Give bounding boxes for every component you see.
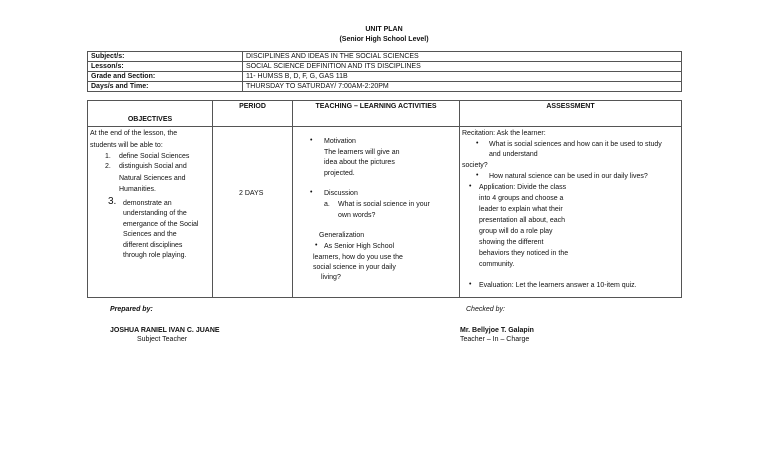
objective-item: demonstrate an bbox=[123, 200, 172, 207]
objective-item: Natural Sciences and bbox=[119, 175, 186, 182]
activity-text: The learners will give an bbox=[324, 149, 400, 156]
checked-by-label: Checked by: bbox=[466, 306, 505, 313]
assessment-text: group will do a role play bbox=[479, 228, 553, 235]
assessment-text: society? bbox=[462, 162, 488, 169]
bullet-icon: • bbox=[310, 137, 313, 144]
objective-item: understanding of the bbox=[123, 210, 187, 217]
header-activities: TEACHING – LEARNING ACTIVITIES bbox=[293, 101, 460, 127]
document-title: UNIT PLAN bbox=[365, 26, 403, 33]
activity-heading: Motivation bbox=[324, 138, 356, 145]
objective-item: define Social Sciences bbox=[119, 153, 190, 160]
checked-by-role: Teacher – In – Charge bbox=[460, 336, 530, 343]
activity-heading: Generalization bbox=[319, 232, 365, 239]
activity-text: idea about the pictures bbox=[324, 159, 395, 166]
info-label: Grade and Section: bbox=[88, 72, 243, 82]
assessment-text: How natural science can be used in our daily lives? bbox=[489, 173, 648, 180]
info-value: THURSDAY TO SATURDAY/ 7:00AM-2:20PM bbox=[243, 82, 682, 92]
bullet-icon: • bbox=[476, 140, 479, 147]
activity-text: social science in your daily bbox=[313, 264, 396, 271]
objective-item: through role playing. bbox=[123, 252, 187, 259]
activity-text: learners, how do you use the bbox=[313, 254, 403, 261]
objective-number: 3. bbox=[108, 196, 117, 207]
bullet-icon: • bbox=[310, 189, 313, 196]
assessment-text: into 4 groups and choose a bbox=[479, 195, 564, 202]
info-row-subject bbox=[88, 52, 682, 62]
lesson-table bbox=[87, 100, 682, 298]
header-assessment: ASSESSMENT bbox=[460, 101, 682, 127]
assessment-text: leader to explain what their bbox=[479, 206, 563, 213]
bullet-icon: • bbox=[469, 183, 472, 190]
activity-text: living? bbox=[321, 274, 341, 281]
assessment-text: community. bbox=[479, 261, 515, 268]
objective-item: distinguish Social and bbox=[119, 163, 187, 170]
prepared-by-name: JOSHUA RANIEL IVAN C. JUANE bbox=[110, 327, 220, 334]
objective-item: different disciplines bbox=[123, 242, 183, 249]
assessment-text: Evaluation: Let the learners answer a 10-item quiz. bbox=[479, 282, 637, 289]
activity-text: projected. bbox=[324, 170, 355, 177]
assessment-text: Application: Divide the class bbox=[479, 184, 567, 191]
prepared-by-label: Prepared by: bbox=[110, 306, 153, 313]
header-period: PERIOD bbox=[213, 101, 293, 127]
objectives-intro: students will be able to: bbox=[90, 142, 163, 149]
prepared-by-role: Subject Teacher bbox=[137, 336, 188, 343]
activity-text: What is social science in your bbox=[338, 201, 430, 208]
bullet-icon: • bbox=[315, 242, 318, 249]
activity-text: As Senior High School bbox=[324, 243, 395, 250]
assessment-heading: Recitation: Ask the learner: bbox=[462, 130, 546, 137]
assessment-cell bbox=[460, 127, 682, 298]
bullet-icon: • bbox=[476, 172, 479, 179]
objective-item: Sciences and the bbox=[123, 231, 177, 238]
info-value: 11- HUMSS B, D, F, G, GAS 11B bbox=[243, 72, 682, 82]
lesson-table-row bbox=[88, 127, 682, 298]
assessment-text: behaviors they noticed in the bbox=[479, 250, 569, 257]
info-label: Lesson/s: bbox=[88, 62, 243, 72]
activity-heading: Discussion bbox=[324, 190, 358, 197]
assessment-text: What is social sciences and how can it be used to study bbox=[489, 141, 662, 148]
objectives-intro: At the end of the lesson, the bbox=[90, 130, 178, 137]
lesson-table-header bbox=[88, 101, 682, 127]
info-table bbox=[87, 51, 682, 92]
period-value: 2 DAYS bbox=[239, 190, 264, 197]
activities-cell bbox=[293, 127, 460, 298]
info-row-grade bbox=[88, 72, 682, 82]
info-label: Subject/s: bbox=[88, 52, 243, 62]
objective-item: emergance of the Social bbox=[123, 221, 199, 228]
objective-number: 1. bbox=[105, 153, 111, 160]
assessment-text: presentation all about, each bbox=[479, 217, 566, 224]
bullet-icon: • bbox=[469, 281, 472, 288]
header-objectives: OBJECTIVES bbox=[88, 101, 213, 127]
activity-letter: a. bbox=[324, 201, 330, 208]
assessment-text: and understand bbox=[489, 151, 538, 158]
activity-text: own words? bbox=[338, 212, 376, 219]
info-row-days bbox=[88, 82, 682, 92]
period-cell bbox=[213, 127, 293, 298]
document-subtitle: (Senior High School Level) bbox=[339, 36, 429, 43]
info-value: SOCIAL SCIENCE DEFINITION AND ITS DISCIPLINES bbox=[243, 62, 682, 72]
objective-item: Humanities. bbox=[119, 186, 156, 193]
assessment-text: showing the different bbox=[479, 239, 544, 246]
objective-number: 2. bbox=[105, 163, 111, 170]
info-label: Days/s and Time: bbox=[88, 82, 243, 92]
objectives-cell bbox=[88, 127, 213, 298]
info-row-lesson bbox=[88, 62, 682, 72]
info-value: DISCIPLINES AND IDEAS IN THE SOCIAL SCIENCES bbox=[243, 52, 682, 62]
checked-by-name: Mr. Bellyjoe T. Galapin bbox=[460, 327, 534, 334]
